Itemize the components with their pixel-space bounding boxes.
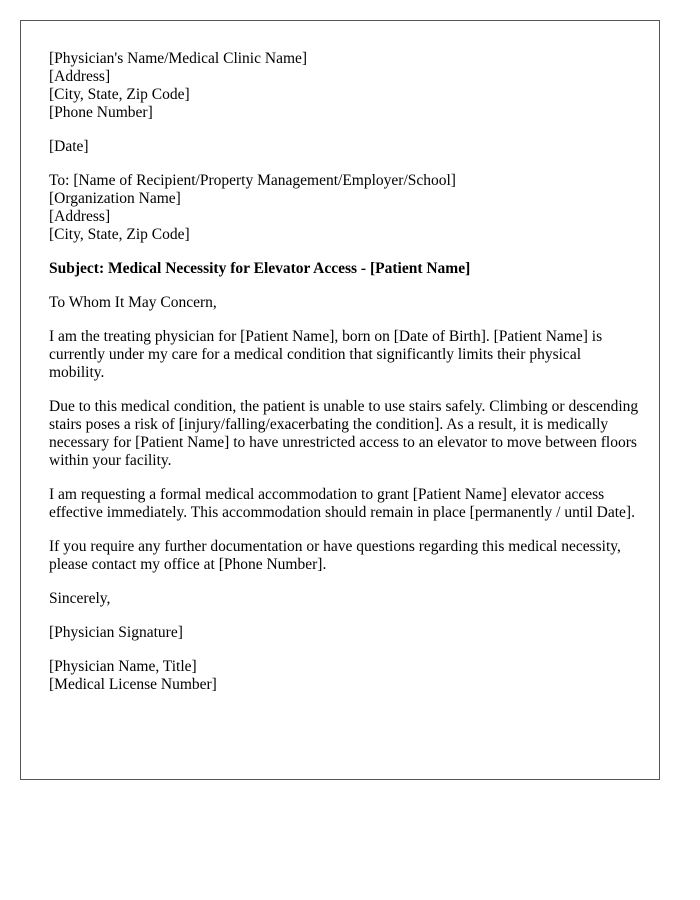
recipient-block xyxy=(49,172,639,244)
sender-block xyxy=(49,50,639,122)
letter-page xyxy=(20,20,660,780)
paragraph-text: If you require any further documentation or have questions regarding this medical necessity, please contact my office at [Phone Number]. xyxy=(49,538,621,573)
closing-block xyxy=(49,590,639,608)
signature-block xyxy=(49,624,639,642)
signer-license: [Medical License Number] xyxy=(49,676,217,693)
paragraph-text: Due to this medical condition, the patient is unable to use stairs safely. Climbing or descending stairs poses a risk of [injury/falling/exacerbating the condition]. As a result, it is medically necessary for [Patient Name] to have unrestricted access to an elevator to move between floors within your facility. xyxy=(49,398,639,469)
body-paragraph-3 xyxy=(49,486,639,522)
recipient-name: To: [Name of Recipient/Property Management/Employer/School] xyxy=(49,172,456,189)
closing: Sincerely, xyxy=(49,590,111,607)
signer-block xyxy=(49,658,639,694)
body-paragraph-1 xyxy=(49,328,639,382)
subject-block xyxy=(49,260,639,278)
date-block xyxy=(49,138,639,156)
sender-phone: [Phone Number] xyxy=(49,104,153,121)
paragraph-text: I am the treating physician for [Patient Name], born on [Date of Birth]. [Patient Name] is currently under my care for a medical condition that significantly limits their physical mobility. xyxy=(49,328,603,381)
sender-name: [Physician's Name/Medical Clinic Name] xyxy=(49,50,308,67)
signature-placeholder: [Physician Signature] xyxy=(49,624,183,641)
paragraph-text: I am requesting a formal medical accommodation to grant [Patient Name] elevator access effective immediately. This accommodation should remain in place [permanently / until Date]. xyxy=(49,486,635,521)
subject-line: Subject: Medical Necessity for Elevator Access - [Patient Name] xyxy=(49,260,471,277)
sender-city-state-zip: [City, State, Zip Code] xyxy=(49,86,190,103)
body-paragraph-2 xyxy=(49,398,639,470)
letter-date: [Date] xyxy=(49,138,89,155)
salutation: To Whom It May Concern, xyxy=(49,294,217,311)
letter-content xyxy=(49,50,639,710)
recipient-address: [Address] xyxy=(49,208,111,225)
salutation-block xyxy=(49,294,639,312)
recipient-organization: [Organization Name] xyxy=(49,190,181,207)
signer-name-title: [Physician Name, Title] xyxy=(49,658,197,675)
recipient-city-state-zip: [City, State, Zip Code] xyxy=(49,226,190,243)
sender-address: [Address] xyxy=(49,68,111,85)
body-paragraph-4 xyxy=(49,538,639,574)
